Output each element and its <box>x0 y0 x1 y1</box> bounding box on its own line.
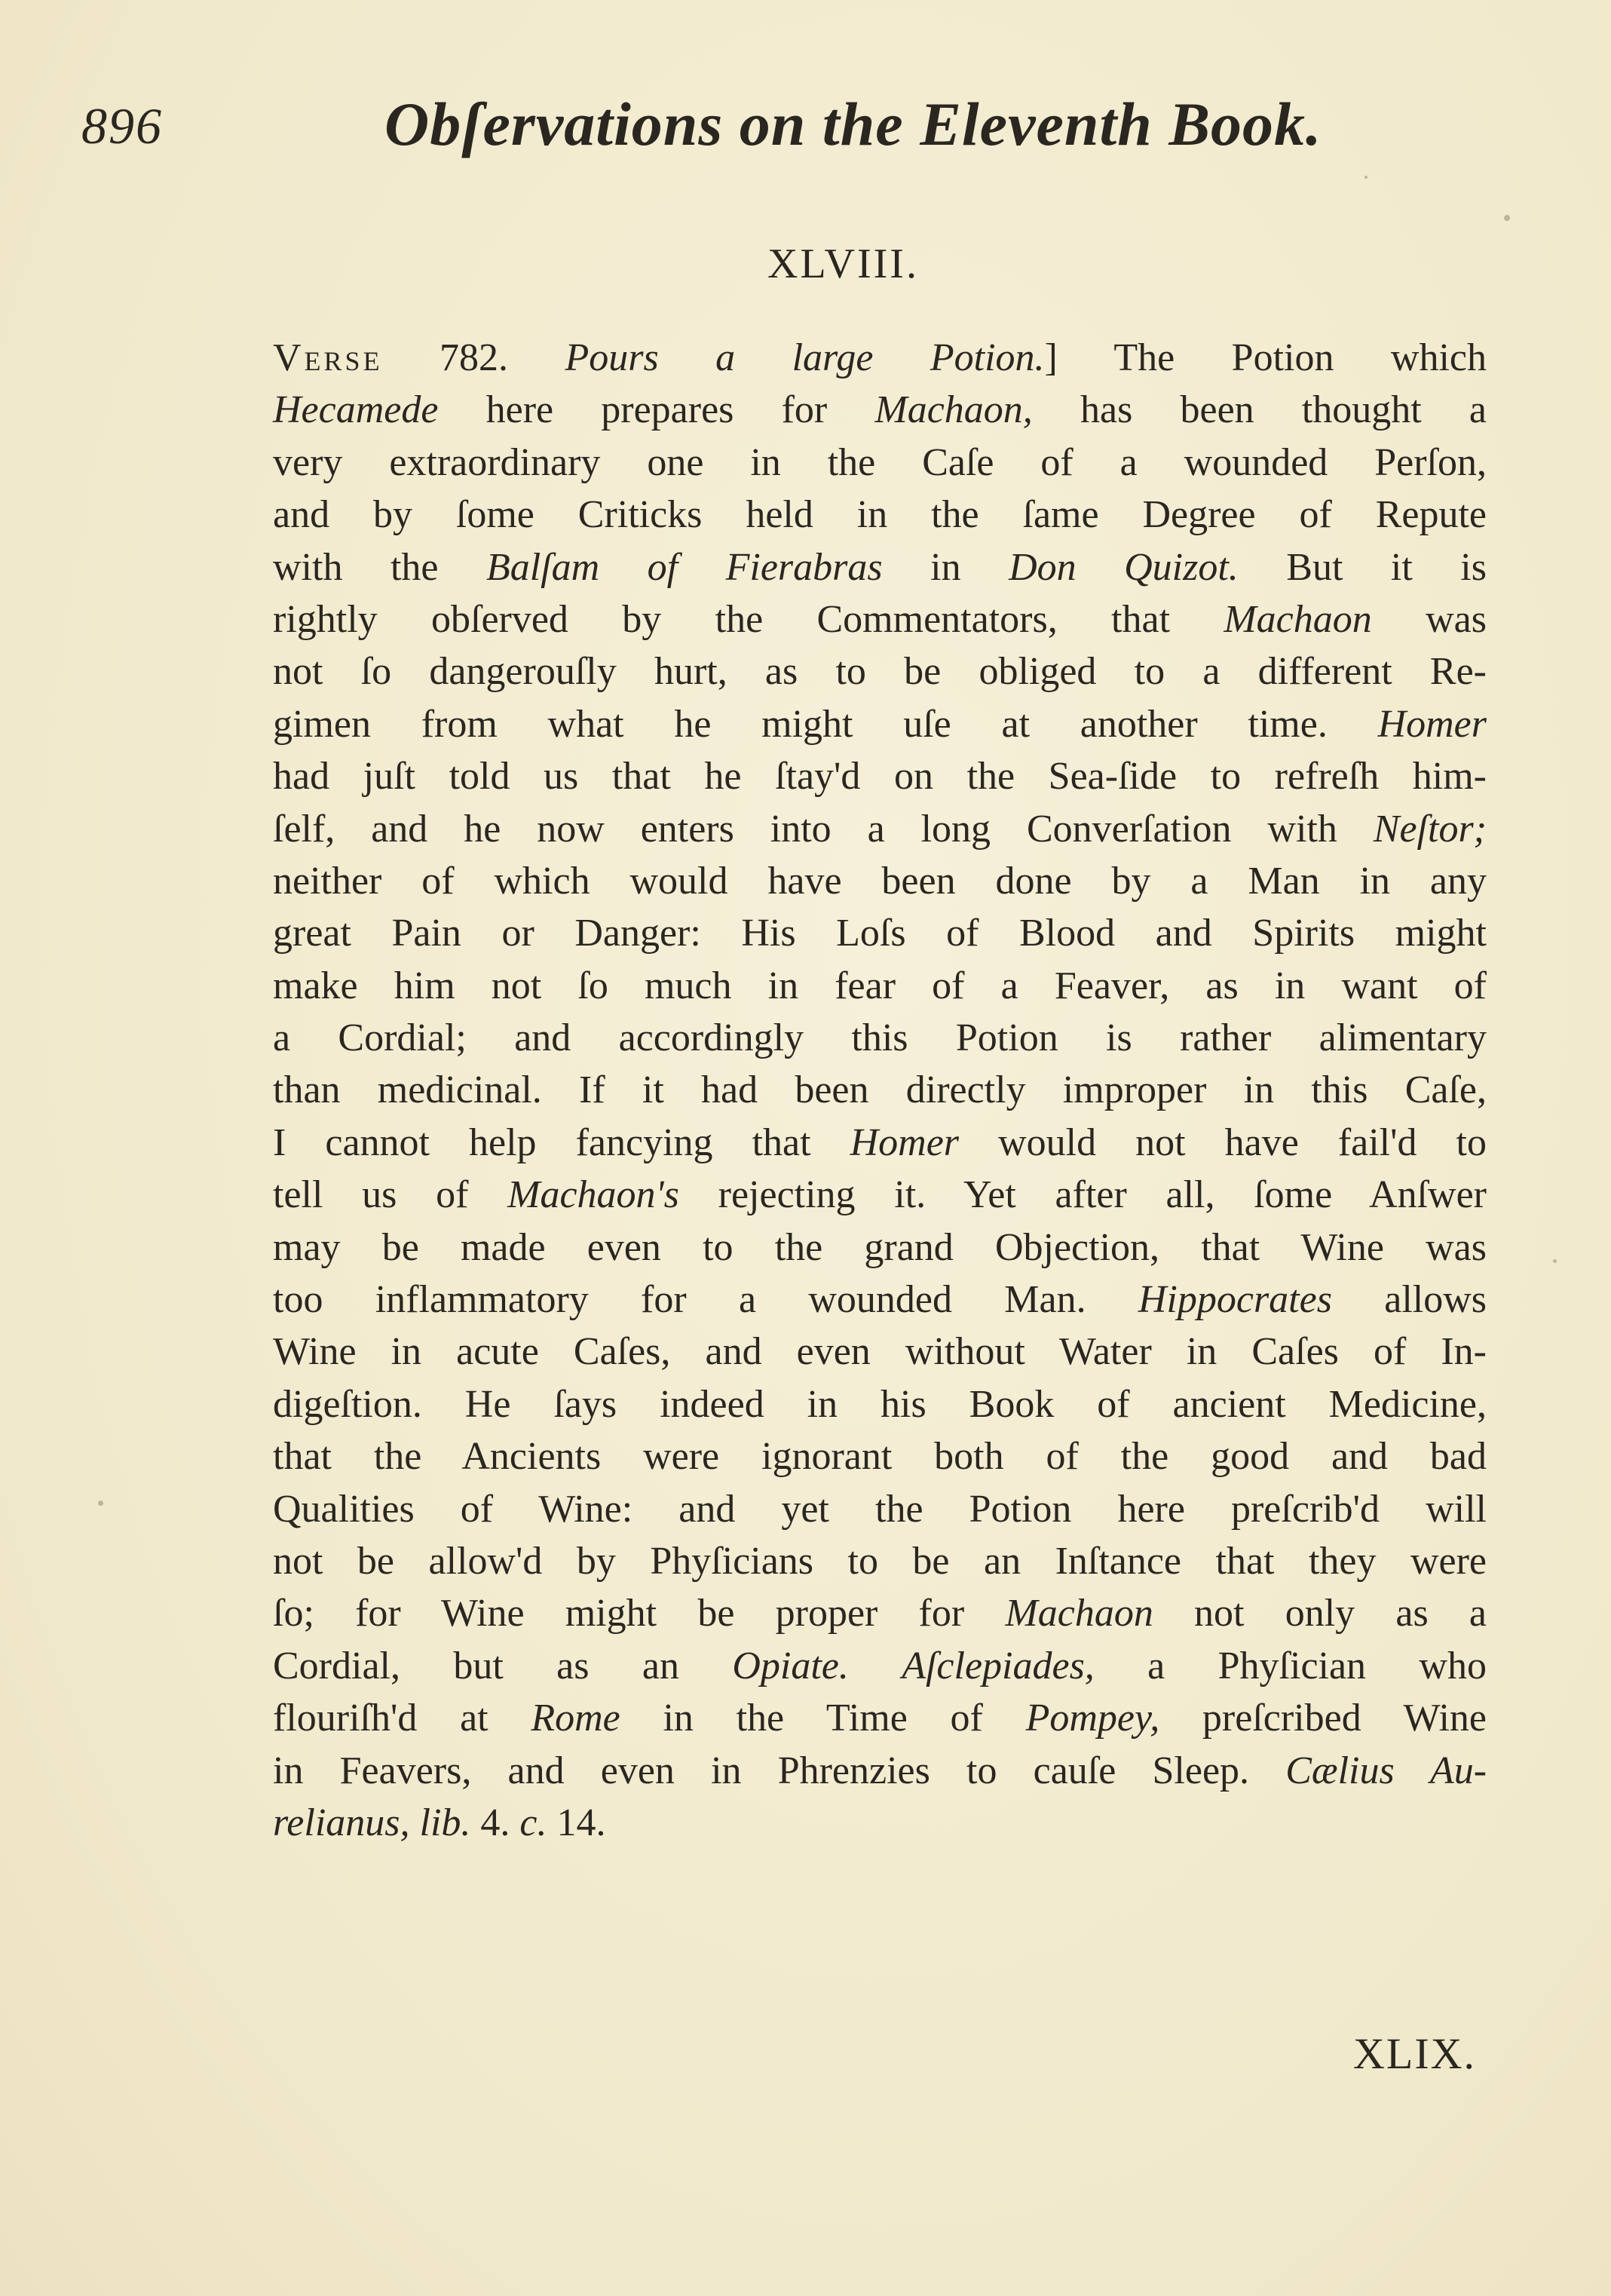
text-run: has been thought a <box>1032 388 1487 432</box>
text-line <box>273 332 1487 384</box>
text-run: not only as a <box>1153 1592 1487 1635</box>
italic-text: Hecamede <box>273 388 439 432</box>
text-line <box>273 1535 1487 1587</box>
text-run: rejecting it. Yet after all, ſome Anſwer <box>678 1173 1487 1217</box>
text-line <box>273 1222 1487 1274</box>
text-run: ſo; for Wine might be proper for <box>273 1592 1006 1635</box>
text-line <box>273 750 1487 802</box>
italic-text: Balſam of Fierabras <box>485 545 883 589</box>
text-run: would not have fail'd to <box>959 1120 1487 1164</box>
paper-speck <box>98 1501 103 1506</box>
text-run: Cordial, but as an <box>273 1644 733 1688</box>
text-run: 14. <box>547 1801 606 1844</box>
text-run: may be made even to the grand Objection, that Wine was <box>273 1225 1487 1269</box>
text-line <box>273 1326 1487 1378</box>
text-run: in Feavers, and even in Phrenzies to cauſe Sleep. <box>273 1749 1286 1792</box>
italic-text: Machaon, <box>874 388 1033 432</box>
text-run <box>849 1645 902 1688</box>
text-run: not ſo dangerouſly hurt, as to be obliged to a different Re- <box>273 650 1487 694</box>
text-run: tell us of <box>273 1173 508 1217</box>
page-number: 896 <box>81 97 163 155</box>
text-run: ] The Potion which <box>1044 336 1487 379</box>
text-line <box>273 960 1487 1012</box>
text-run: make him not ſo much in fear of a Feaver, as in want of <box>273 964 1487 1007</box>
text-run: digeſtion. He ſays indeed in his Book of ancient Medicine, <box>273 1382 1487 1426</box>
text-line <box>273 698 1487 750</box>
text-run: neither of which would have been done by a Man in any <box>273 859 1487 903</box>
text-line <box>273 1012 1487 1064</box>
italic-text: Neſtor; <box>1373 807 1487 851</box>
text-line <box>273 541 1487 593</box>
text-run: But it is <box>1238 545 1487 589</box>
italic-text: Aſclepiades, <box>902 1644 1095 1688</box>
text-run: ſelf, and he now enters into a long Converſation with <box>273 807 1374 851</box>
text-run: Qualities of Wine: and yet the Potion here preſcrib'd will <box>273 1487 1487 1531</box>
italic-text: Don Quizot. <box>1009 545 1239 589</box>
text-run: had juſt told us that he ſtay'd on the Sea-ſide to refreſh him- <box>273 755 1487 799</box>
text-line <box>273 1587 1487 1639</box>
text-run: preſcribed Wine <box>1159 1697 1487 1740</box>
text-run: was <box>1371 597 1487 641</box>
italic-text: Machaon <box>1005 1592 1153 1635</box>
text-run: a Phyſician who <box>1094 1644 1487 1688</box>
text-line <box>273 489 1487 541</box>
italic-text: Machaon <box>1224 597 1372 641</box>
text-line <box>273 1640 1487 1692</box>
text-line <box>273 803 1487 855</box>
section-heading: XLVIII. <box>767 241 919 287</box>
text-line <box>273 1745 1487 1797</box>
italic-text: Pours a large Potion. <box>565 336 1045 379</box>
text-run: 782. <box>382 336 565 379</box>
text-run: that the Ancients were ignorant both of the good and bad <box>273 1435 1487 1479</box>
italic-text: Hippocrates <box>1138 1278 1332 1322</box>
paper-speck <box>1504 215 1510 221</box>
text-line <box>273 1430 1487 1482</box>
text-line <box>273 1483 1487 1535</box>
text-run: in <box>882 545 1009 589</box>
italic-text: Rome <box>531 1697 620 1740</box>
text-line <box>273 384 1487 436</box>
italic-text: c. <box>519 1801 547 1844</box>
catchword: XLIX. <box>1353 2029 1477 2078</box>
text-run: in the Time of <box>620 1697 1026 1740</box>
text-run: too inflammatory for a wounded Man. <box>273 1278 1138 1322</box>
italic-text: Cælius Au- <box>1285 1749 1487 1792</box>
text-run: Wine in acute Caſes, and even without Water in Caſes of In- <box>273 1330 1487 1374</box>
text-line <box>273 1169 1487 1221</box>
italic-text: Machaon's <box>507 1173 679 1217</box>
text-line <box>273 1692 1487 1744</box>
body-paragraph <box>273 332 1487 1849</box>
text-run: allows <box>1331 1278 1487 1322</box>
text-run: very extraordinary one in the Caſe of a wounded Perſon, <box>273 440 1487 484</box>
text-line <box>273 437 1487 489</box>
text-line <box>273 1274 1487 1326</box>
italic-text: Opiate. <box>732 1644 849 1688</box>
text-run: gimen from what he might uſe at another time. <box>273 702 1378 746</box>
text-run: than medicinal. If it had been directly improper in this Caſe, <box>273 1068 1487 1112</box>
italic-text: relianus, lib. <box>273 1801 471 1844</box>
text-line <box>273 645 1487 697</box>
italic-text: Pompey, <box>1025 1697 1160 1740</box>
italic-text: Homer <box>850 1120 960 1164</box>
italic-text: Homer <box>1377 702 1487 746</box>
text-run: flouriſh'd at <box>273 1697 531 1740</box>
paper-speck <box>1553 1259 1557 1263</box>
running-head: Obſervations on the Eleventh Book. <box>384 90 1322 158</box>
text-run: with the <box>273 545 486 589</box>
text-run: rightly obſerved by the Commentators, that <box>273 597 1224 641</box>
text-line <box>273 907 1487 959</box>
text-run: here prepares for <box>438 388 875 432</box>
text-run: a Cordial; and accordingly this Potion is rather alimentary <box>273 1016 1487 1060</box>
text-run: I cannot help fancying that <box>273 1120 850 1164</box>
text-line <box>273 1064 1487 1116</box>
text-run: not be allow'd by Phyſicians to be an Inſtance that they were <box>273 1539 1487 1583</box>
text-line <box>273 1117 1487 1169</box>
paper-speck <box>1364 176 1368 179</box>
text-line <box>273 855 1487 907</box>
small-caps-text: Verse <box>273 336 383 379</box>
text-line <box>273 593 1487 645</box>
text-run: 4. <box>470 1801 520 1844</box>
text-run: and by ſome Criticks held in the ſame Degree of Repute <box>273 493 1487 537</box>
text-run: great Pain or Danger: His Loſs of Blood and Spirits might <box>273 912 1487 955</box>
text-line <box>273 1797 1487 1849</box>
text-line <box>273 1378 1487 1430</box>
